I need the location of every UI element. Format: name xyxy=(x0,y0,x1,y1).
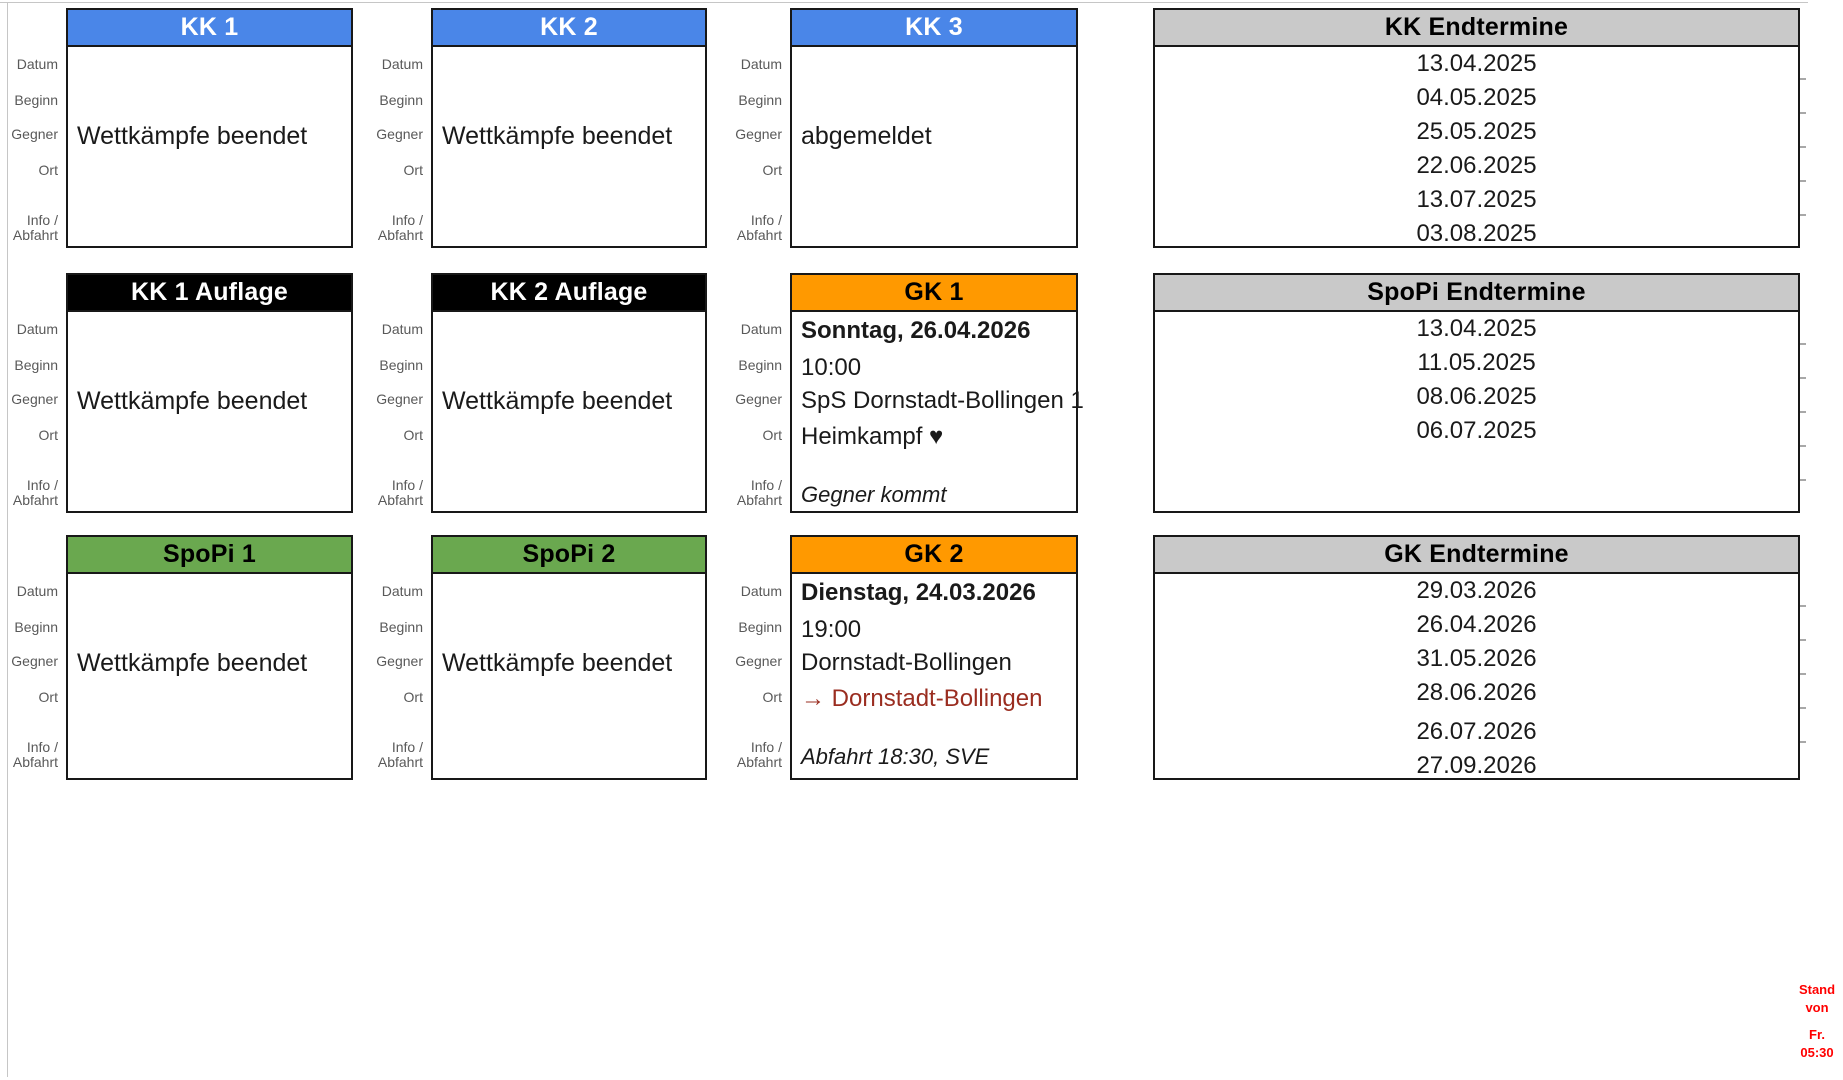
grid-tick xyxy=(1800,78,1806,80)
label-beginn: Beginn xyxy=(379,92,423,108)
card-status: Wettkämpfe beendet xyxy=(442,648,673,677)
label-ort: Ort xyxy=(762,688,782,705)
card-title: KK 1 Auflage xyxy=(68,275,351,312)
end-date: 03.08.2025 xyxy=(1416,220,1537,247)
last-updated-note xyxy=(1792,981,1842,1062)
card-status: Wettkämpfe beendet xyxy=(442,386,673,415)
grid-tick xyxy=(1800,411,1806,413)
label-gegner: Gegner xyxy=(735,390,782,407)
label-ort: Ort xyxy=(38,161,58,178)
label-datum: Datum xyxy=(740,320,782,337)
label-ort: Ort xyxy=(403,161,423,178)
card-spopi-1 xyxy=(66,535,353,780)
end-date-empty xyxy=(1155,448,1798,482)
label-datum: Datum xyxy=(381,55,423,72)
label-info-abfahrt: Info / Abfahrt xyxy=(377,739,423,770)
field-datum-value: Sonntag, 26.04.2026 xyxy=(801,317,1031,344)
card-status: abgemeldet xyxy=(801,121,932,150)
label-gegner: Gegner xyxy=(376,390,423,407)
end-date: 22.06.2025 xyxy=(1416,152,1537,179)
label-beginn: Beginn xyxy=(14,92,58,108)
field-info-value: Abfahrt 18:30, SVE xyxy=(801,744,990,769)
card-title: SpoPi 2 xyxy=(433,537,705,574)
label-gegner: Gegner xyxy=(11,125,58,142)
label-beginn: Beginn xyxy=(379,619,423,635)
label-gegner: Gegner xyxy=(735,125,782,142)
label-info-abfahrt: Info / Abfahrt xyxy=(12,739,58,770)
label-datum: Datum xyxy=(740,582,782,599)
label-info-abfahrt: Info / Abfahrt xyxy=(377,212,423,243)
grid-tick xyxy=(1800,639,1806,641)
label-gegner: Gegner xyxy=(11,652,58,669)
card-status: Wettkämpfe beendet xyxy=(77,386,308,415)
grid-tick xyxy=(1800,479,1806,481)
label-ort: Ort xyxy=(38,688,58,705)
label-info-abfahrt: Info / Abfahrt xyxy=(736,477,782,508)
end-date: 04.05.2025 xyxy=(1416,84,1537,111)
end-date: 27.09.2026 xyxy=(1416,752,1537,779)
label-info-abfahrt: Info / Abfahrt xyxy=(12,212,58,243)
end-date: 08.06.2025 xyxy=(1416,383,1537,410)
end-date: 25.05.2025 xyxy=(1416,118,1537,145)
field-info-value: Gegner kommt xyxy=(801,482,947,507)
card-title: SpoPi Endtermine xyxy=(1155,275,1798,312)
end-date: 28.06.2026 xyxy=(1416,679,1537,706)
label-datum: Datum xyxy=(381,320,423,337)
card-title: SpoPi 1 xyxy=(68,537,351,574)
label-info-abfahrt: Info / Abfahrt xyxy=(736,212,782,243)
grid-tick xyxy=(1800,377,1806,379)
end-date: 11.05.2025 xyxy=(1417,349,1536,376)
field-ort-value-highlighted: → Dornstadt-Bollingen xyxy=(801,685,1043,712)
field-beginn-value: 10:00 xyxy=(801,353,862,381)
label-info-abfahrt: Info / Abfahrt xyxy=(12,477,58,508)
card-status: Wettkämpfe beendet xyxy=(77,648,308,677)
label-datum: Datum xyxy=(16,320,58,337)
card-kk-2-auflage xyxy=(431,273,707,513)
card-status: Wettkämpfe beendet xyxy=(77,121,308,150)
grid-line-top xyxy=(0,2,1808,3)
label-beginn: Beginn xyxy=(738,92,782,108)
card-spopi-2 xyxy=(431,535,707,780)
grid-tick xyxy=(1800,673,1806,675)
field-ort-value: Heimkampf ♥ xyxy=(801,423,944,450)
label-beginn: Beginn xyxy=(738,357,782,373)
label-ort: Ort xyxy=(762,426,782,443)
field-gegner-value: SpS Dornstadt-Bollingen 1 xyxy=(801,387,1084,414)
end-date: 26.07.2026 xyxy=(1416,718,1537,745)
label-ort: Ort xyxy=(762,161,782,178)
last-updated-day: Fr. xyxy=(1809,1027,1825,1042)
grid-tick xyxy=(1800,741,1806,743)
end-date: 26.04.2026 xyxy=(1416,611,1537,638)
label-beginn: Beginn xyxy=(14,619,58,635)
grid-tick xyxy=(1800,214,1806,216)
card-title: GK 2 xyxy=(792,537,1076,574)
label-datum: Datum xyxy=(740,55,782,72)
label-beginn: Beginn xyxy=(14,357,58,373)
last-updated-word: Stand xyxy=(1798,982,1836,997)
card-title: GK 1 xyxy=(792,275,1076,312)
grid-tick xyxy=(1800,146,1806,148)
label-info-abfahrt: Info / Abfahrt xyxy=(736,739,782,770)
label-beginn: Beginn xyxy=(738,619,782,635)
grid-tick xyxy=(1800,445,1806,447)
card-kk-3 xyxy=(790,8,1078,248)
end-date: 29.03.2026 xyxy=(1416,577,1537,604)
card-status: Wettkämpfe beendet xyxy=(442,121,673,150)
label-ort: Ort xyxy=(403,426,423,443)
last-updated-word: von xyxy=(1805,1000,1829,1015)
label-info-abfahrt: Info / Abfahrt xyxy=(377,477,423,508)
label-datum: Datum xyxy=(381,582,423,599)
label-gegner: Gegner xyxy=(376,652,423,669)
grid-tick xyxy=(1800,112,1806,114)
end-date: 06.07.2025 xyxy=(1416,417,1537,444)
field-gegner-value: Dornstadt-Bollingen xyxy=(801,649,1012,676)
card-gk-endtermine xyxy=(1153,535,1800,780)
label-beginn: Beginn xyxy=(379,357,423,373)
label-ort: Ort xyxy=(38,426,58,443)
card-kk-endtermine xyxy=(1153,8,1800,248)
end-date: 31.05.2026 xyxy=(1416,645,1537,672)
end-date: 13.04.2025 xyxy=(1416,315,1537,342)
label-gegner: Gegner xyxy=(376,125,423,142)
grid-tick xyxy=(1800,343,1806,345)
card-title: KK 2 xyxy=(433,10,705,47)
card-title: KK 1 xyxy=(68,10,351,47)
grid-tick xyxy=(1800,707,1806,709)
grid-tick xyxy=(1800,180,1806,182)
card-spopi-endtermine xyxy=(1153,273,1800,513)
last-updated-time: 05:30 xyxy=(1800,1045,1834,1060)
card-title: KK Endtermine xyxy=(1155,10,1798,47)
field-beginn-value: 19:00 xyxy=(801,615,862,643)
card-title: KK 2 Auflage xyxy=(433,275,705,312)
card-gk-2 xyxy=(790,535,1078,780)
card-kk-1-auflage xyxy=(66,273,353,513)
card-title: KK 3 xyxy=(792,10,1076,47)
card-kk-1 xyxy=(66,8,353,248)
label-gegner: Gegner xyxy=(11,390,58,407)
card-title: GK Endtermine xyxy=(1155,537,1798,574)
label-datum: Datum xyxy=(16,582,58,599)
end-date: 13.04.2025 xyxy=(1416,50,1537,77)
end-date: 13.07.2025 xyxy=(1416,186,1537,213)
grid-tick xyxy=(1800,605,1806,607)
label-gegner: Gegner xyxy=(735,652,782,669)
card-gk-1 xyxy=(790,273,1084,513)
label-datum: Datum xyxy=(16,55,58,72)
label-ort: Ort xyxy=(403,688,423,705)
card-kk-2 xyxy=(431,8,707,248)
end-date-empty xyxy=(1155,482,1798,516)
field-datum-value: Dienstag, 24.03.2026 xyxy=(801,579,1036,606)
